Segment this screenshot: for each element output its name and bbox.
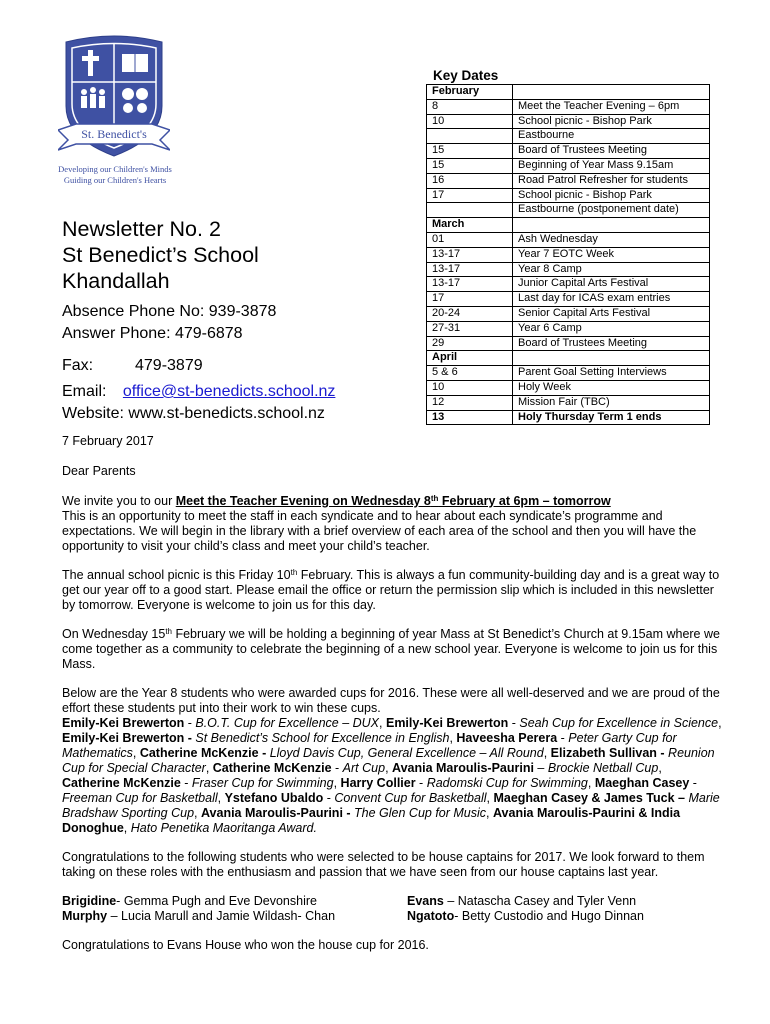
meet-teacher-sup: th [430, 494, 439, 503]
key-date-row [427, 173, 710, 188]
house-name: Evans [407, 894, 444, 908]
month-label: February [427, 85, 513, 100]
key-date-event: Board of Trustees Meeting [513, 336, 710, 351]
award-tail: , [194, 806, 201, 820]
award-title: Hato Penetika Maoritanga Award. [130, 821, 317, 835]
key-date-row [427, 232, 710, 247]
award-tail: , [132, 746, 140, 760]
awards-intro: Below are the Year 8 students who were awarded cups for 2016. These were all well-deserved and we are proud of the effort these students put into their work to win these cups. [62, 686, 720, 715]
masthead [62, 216, 412, 425]
key-date-row [427, 336, 710, 351]
key-date-row [427, 188, 710, 203]
meet-teacher-body: This is an opportunity to meet the staff in each syndicate and to hear about each syndicate’s programme and expectations. We will begin in the library with a brief overview of each area of the school and then you will have the opportunity to visit your child’s class and meet your child’s teacher. [62, 509, 697, 553]
school-motto [40, 164, 190, 186]
award-recipient: Haveesha Perera [456, 731, 558, 745]
meet-teacher-event-a: Meet the Teacher Evening on Wednesday 8 [175, 494, 431, 508]
key-date-date: 5 & 6 [427, 366, 513, 381]
school-crest [58, 34, 170, 158]
key-date-event: Year 6 Camp [513, 321, 710, 336]
crest-banner-text: St. Benedict's [81, 127, 147, 141]
month-row [427, 351, 710, 366]
award-recipient: Catherine McKenzie [212, 761, 332, 775]
key-date-row [427, 292, 710, 307]
award-title: Freeman Cup for Basketball [62, 791, 218, 805]
house-captain-names: Lucia Marull and Jamie Wildash- Chan [121, 909, 336, 923]
house-captain-names: Natascha Casey and Tyler Venn [457, 894, 637, 908]
key-date-event: Road Patrol Refresher for students [513, 173, 710, 188]
award-tail: , [379, 716, 386, 730]
house-separator: – [443, 894, 458, 908]
award-title: Lloyd Davis Cup, General Excellence – All Round [269, 746, 544, 760]
key-date-row [427, 380, 710, 395]
paragraph-picnic [62, 568, 722, 613]
paragraph-house-cup: Congratulations to Evans House who won the house cup for 2016. [62, 938, 429, 952]
key-date-event: School picnic - Bishop Park [513, 114, 710, 129]
award-separator: , [123, 821, 131, 835]
key-date-row [427, 158, 710, 173]
key-date-date: 17 [427, 188, 513, 203]
key-date-event: Year 8 Camp [513, 262, 710, 277]
key-date-event: Beginning of Year Mass 9.15am [513, 158, 710, 173]
phone-block [62, 301, 412, 345]
letter-greeting: Dear Parents [62, 464, 136, 478]
key-date-event: Last day for ICAS exam entries [513, 292, 710, 307]
key-date-row [427, 277, 710, 292]
house-captain-entry [407, 909, 707, 924]
award-tail: , [217, 791, 225, 805]
key-date-event: Eastbourne (postponement date) [513, 203, 710, 218]
key-date-date: 15 [427, 158, 513, 173]
key-date-event: Parent Goal Setting Interviews [513, 366, 710, 381]
key-date-row [427, 321, 710, 336]
key-date-row [427, 395, 710, 410]
key-date-date: 10 [427, 380, 513, 395]
award-separator: - [184, 716, 196, 730]
key-date-event: Board of Trustees Meeting [513, 144, 710, 159]
meet-teacher-event [176, 494, 611, 508]
picnic-a: The annual school picnic is this Friday 10 [62, 568, 291, 582]
award-separator: - [415, 776, 427, 790]
award-separator: - [180, 776, 192, 790]
school-suburb: Khandallah [62, 269, 170, 293]
house-captain-entry [407, 894, 707, 909]
contact-block [62, 355, 412, 425]
masthead-title-block [62, 216, 412, 294]
paragraph-awards [62, 686, 722, 836]
letter-date: 7 February 2017 [62, 434, 154, 448]
fax-value: 479-3879 [135, 357, 203, 374]
award-title: St Benedict’s School for Excellence in English [195, 731, 450, 745]
month-spacer [513, 218, 710, 233]
picnic-sup: th [290, 568, 298, 577]
house-separator: - [116, 894, 124, 908]
key-date-row [427, 144, 710, 159]
award-recipient: Avania Maroulis-Paurini - [200, 806, 355, 820]
award-title: Brockie Netball Cup [547, 761, 659, 775]
key-date-event: Senior Capital Arts Festival [513, 306, 710, 321]
key-date-date: 10 [427, 114, 513, 129]
award-tail: , [587, 776, 595, 790]
key-date-event: Mission Fair (TBC) [513, 395, 710, 410]
award-separator: - [508, 716, 520, 730]
award-separator: - [323, 791, 335, 805]
award-tail: , [205, 761, 213, 775]
key-date-event: Meet the Teacher Evening – 6pm [513, 99, 710, 114]
key-date-row [427, 203, 710, 218]
key-date-row [427, 129, 710, 144]
key-date-date: 15 [427, 144, 513, 159]
key-date-event: School picnic - Bishop Park [513, 188, 710, 203]
email-label: Email: [62, 383, 107, 400]
mass-sup: th [165, 627, 172, 636]
award-tail: , [718, 716, 722, 730]
website: Website: www.st-benedicts.school.nz [62, 405, 325, 422]
key-date-row [427, 306, 710, 321]
month-row [427, 218, 710, 233]
award-recipient: Harry Collier [340, 776, 416, 790]
fax-label: Fax: [62, 357, 94, 374]
motto-line-2: Guiding our Children's Hearts [63, 175, 167, 185]
award-recipient: Elizabeth Sullivan - [550, 746, 669, 760]
award-title: Reunion Cup for Special Character [62, 746, 715, 775]
award-tail: , [333, 776, 341, 790]
house-captains-grid [62, 894, 722, 924]
house-separator: - [454, 909, 462, 923]
key-date-date: 29 [427, 336, 513, 351]
key-date-row [427, 410, 710, 425]
key-date-date: 16 [427, 173, 513, 188]
house-captain-entry [62, 894, 407, 909]
key-date-event: Eastbourne [513, 129, 710, 144]
key-date-date: 12 [427, 395, 513, 410]
key-date-date: 17 [427, 292, 513, 307]
award-title: Marie Bradshaw Sporting Cup [62, 791, 720, 820]
award-separator: - [331, 761, 343, 775]
month-spacer [513, 351, 710, 366]
award-recipient: Catherine McKenzie - [139, 746, 270, 760]
award-recipient: Maeghan Casey & James Tuck – [493, 791, 689, 805]
award-recipient: Avania Maroulis-Paurini & India Donoghue [62, 806, 681, 835]
award-separator: - [689, 776, 697, 790]
award-tail: , [486, 791, 494, 805]
month-spacer [513, 85, 710, 100]
month-row [427, 85, 710, 100]
award-tail: , [658, 761, 662, 775]
house-name: Brigidine [62, 894, 117, 908]
paragraph-meet-teacher [62, 494, 722, 554]
key-date-event: Ash Wednesday [513, 232, 710, 247]
house-separator: – [107, 909, 122, 923]
award-tail: , [486, 806, 493, 820]
mass-a: On Wednesday 15 [62, 627, 166, 641]
letter-body [62, 434, 722, 953]
award-recipient: Emily-Kei Brewerton [385, 716, 509, 730]
award-title: B.O.T. Cup for Excellence – DUX [195, 716, 380, 730]
key-date-event: Year 7 EOTC Week [513, 247, 710, 262]
meet-teacher-intro: We invite you to our [62, 494, 176, 508]
key-dates-table [426, 84, 710, 425]
key-date-row [427, 262, 710, 277]
award-recipient: Emily-Kei Brewerton [62, 716, 185, 730]
mass-b: February we will be holding a beginning of year Mass at St Benedict’s Church at 9.15am where we come together as a community to celebrate the beginning of a new school year. Everyone is welcome to join us for this Mass. [62, 627, 720, 671]
award-title: Convent Cup for Basketball [334, 791, 487, 805]
award-recipient: Ystefano Ubaldo [224, 791, 324, 805]
key-date-event: Holy Week [513, 380, 710, 395]
award-title: Art Cup [342, 761, 386, 775]
picnic-b: February. This is always a fun community-building day and is a great way to get our year off to a good start. Please email the office or return the permission slip which is included in this newsletter by tomorrow. Everyone is welcome to join us for this day. [62, 568, 720, 612]
key-date-row [427, 99, 710, 114]
house-captain-entry [62, 909, 407, 924]
school-name: St Benedict’s School [62, 243, 259, 267]
key-date-date: 13-17 [427, 262, 513, 277]
house-captain-names: Gemma Pugh and Eve Devonshire [123, 894, 317, 908]
newsletter-title: Newsletter No. 2 [62, 217, 221, 241]
key-dates-title: Key Dates [433, 68, 499, 83]
email-link[interactable]: office@st-benedicts.school.nz [122, 383, 336, 400]
email-row [62, 381, 412, 403]
award-title: Peter Garty Cup for Mathematics [62, 731, 677, 760]
award-recipient: Emily-Kei Brewerton - [62, 731, 196, 745]
award-recipient: Catherine McKenzie [62, 776, 181, 790]
house-name: Ngatoto [407, 909, 455, 923]
key-date-date: 20-24 [427, 306, 513, 321]
month-label: March [427, 218, 513, 233]
key-date-date: 01 [427, 232, 513, 247]
award-title: The Glen Cup for Music [354, 806, 487, 820]
key-date-row [427, 114, 710, 129]
award-tail: , [449, 731, 457, 745]
key-date-date: 13-17 [427, 247, 513, 262]
award-recipient: Avania Maroulis-Paurini [392, 761, 534, 775]
key-date-date: 27-31 [427, 321, 513, 336]
paragraph-house-captains: Congratulations to the following students who were selected to be house captains for 2017. We look forward to them taking on these roles with the enthusiasm and passion that we have seen from our house captains last year. [62, 850, 705, 879]
award-separator: - [557, 731, 569, 745]
award-title: Fraser Cup for Swimming [191, 776, 334, 790]
house-name: Murphy [62, 909, 108, 923]
fax-row [62, 355, 412, 377]
key-date-date [427, 129, 513, 144]
awards-list [62, 716, 722, 836]
award-tail: , [385, 761, 393, 775]
answer-phone: Answer Phone: 479-6878 [62, 325, 243, 342]
house-captain-names: Betty Custodio and Hugo Dinnan [461, 909, 644, 923]
key-date-date: 8 [427, 99, 513, 114]
award-recipient: Maeghan Casey [594, 776, 690, 790]
key-date-event: Junior Capital Arts Festival [513, 277, 710, 292]
award-title: Radomski Cup for Swimming [426, 776, 588, 790]
key-date-date [427, 203, 513, 218]
award-tail: , [543, 746, 551, 760]
key-date-row [427, 247, 710, 262]
meet-teacher-heading [62, 494, 722, 509]
award-title: Seah Cup for Excellence in Science [519, 716, 719, 730]
meet-teacher-event-b: February at 6pm – tomorrow [438, 494, 611, 508]
key-date-row [427, 366, 710, 381]
absence-phone: Absence Phone No: 939-3878 [62, 303, 277, 320]
key-date-event: Holy Thursday Term 1 ends [513, 410, 710, 425]
month-label: April [427, 351, 513, 366]
motto-line-1: Developing our Children's Minds [58, 164, 172, 174]
award-separator: – [533, 761, 548, 775]
paragraph-mass [62, 627, 722, 672]
key-date-date: 13-17 [427, 277, 513, 292]
key-date-date: 13 [427, 410, 513, 425]
